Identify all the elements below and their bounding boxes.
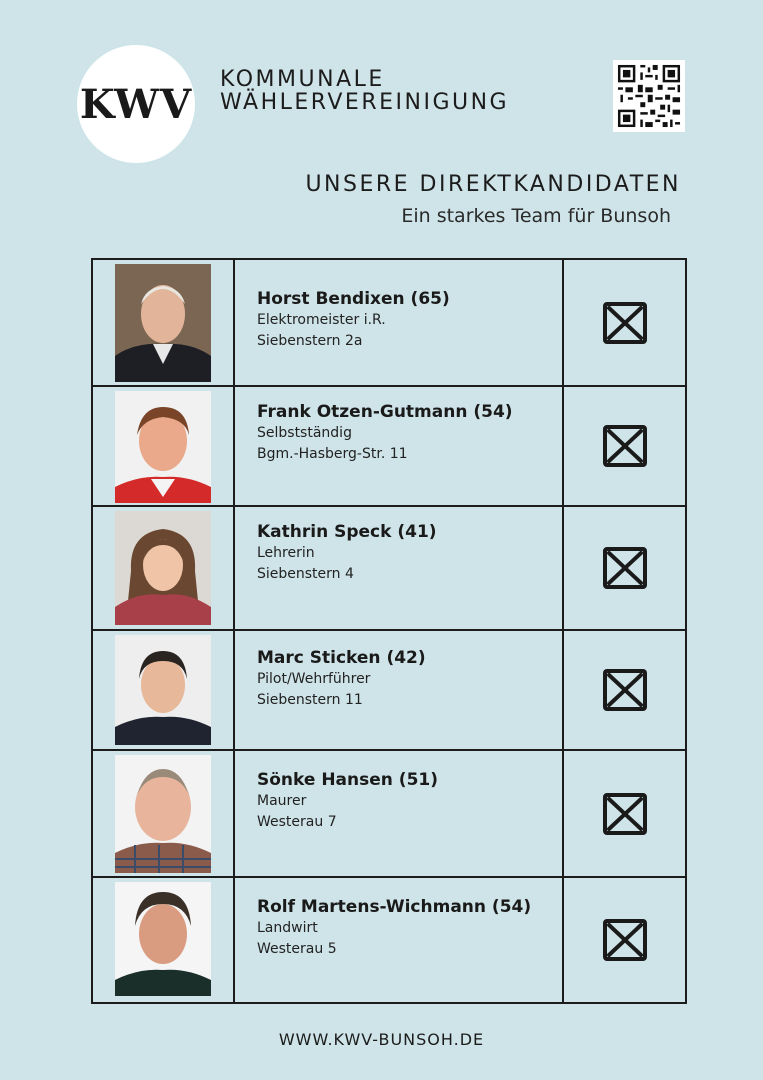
vote-checkbox-cell [564, 751, 685, 876]
candidate-photo [115, 511, 211, 625]
table-row [93, 260, 685, 387]
logo [77, 45, 195, 163]
vote-checkbox-cell [564, 878, 685, 1002]
photo-cell [93, 631, 235, 749]
photo-cell [93, 878, 235, 1002]
candidate-name: Kathrin Speck (41) [257, 522, 437, 542]
organization-name [220, 68, 509, 114]
candidate-photo [115, 391, 211, 503]
photo-cell [93, 260, 235, 385]
organization-name-line1: KOMMUNALE [220, 67, 385, 92]
vote-checkbox-cell [564, 507, 685, 629]
info-cell [235, 507, 564, 629]
candidate-photo [115, 882, 211, 996]
info-cell [235, 260, 564, 385]
qr-code-icon [613, 60, 685, 132]
candidate-occupation: Landwirt [257, 920, 318, 936]
candidate-occupation: Selbstständig [257, 425, 352, 441]
checked-box-icon [602, 546, 648, 590]
candidate-occupation: Elektromeister i.R. [257, 312, 386, 328]
photo-cell [93, 507, 235, 629]
candidate-address: Siebenstern 2a [257, 333, 363, 349]
candidate-address: Westerau 7 [257, 814, 337, 830]
checked-box-icon [602, 424, 648, 468]
page-title: UNSERE DIREKTKANDIDATEN [305, 172, 681, 197]
page-subtitle: Ein starkes Team für Bunsoh [401, 205, 671, 227]
candidate-address: Westerau 5 [257, 941, 337, 957]
organization-name-line2: WÄHLERVEREINIGUNG [220, 90, 510, 115]
checked-box-icon [602, 792, 648, 836]
table-row [93, 387, 685, 507]
candidate-occupation: Lehrerin [257, 545, 315, 561]
candidate-photo [115, 755, 211, 873]
checked-box-icon [602, 668, 648, 712]
candidate-name: Rolf Martens-Wichmann (54) [257, 897, 532, 917]
candidate-photo [115, 264, 211, 382]
info-cell [235, 387, 564, 505]
info-cell [235, 751, 564, 876]
candidate-address: Siebenstern 11 [257, 692, 363, 708]
info-cell [235, 878, 564, 1002]
candidate-photo [115, 635, 211, 745]
candidate-address: Bgm.-Hasberg-Str. 11 [257, 446, 408, 462]
candidate-ballot-table [91, 258, 687, 1004]
checked-box-icon [602, 301, 648, 345]
table-row [93, 507, 685, 631]
table-row [93, 631, 685, 751]
qr-code-graphic [613, 60, 685, 132]
candidate-name: Horst Bendixen (65) [257, 289, 450, 309]
candidate-address: Siebenstern 4 [257, 566, 354, 582]
table-row [93, 751, 685, 878]
candidate-name: Sönke Hansen (51) [257, 770, 438, 790]
vote-checkbox-cell [564, 631, 685, 749]
checked-box-icon [602, 918, 648, 962]
candidate-occupation: Maurer [257, 793, 307, 809]
photo-cell [93, 751, 235, 876]
info-cell [235, 631, 564, 749]
candidate-name: Marc Sticken (42) [257, 648, 426, 668]
logo-text: KWV [79, 80, 193, 128]
website-link[interactable]: WWW.KWV-BUNSOH.DE [278, 1030, 485, 1049]
candidate-occupation: Pilot/Wehrführer [257, 671, 371, 687]
vote-checkbox-cell [564, 260, 685, 385]
vote-checkbox-cell [564, 387, 685, 505]
candidate-name: Frank Otzen-Gutmann (54) [257, 402, 513, 422]
table-row [93, 878, 685, 1002]
photo-cell [93, 387, 235, 505]
